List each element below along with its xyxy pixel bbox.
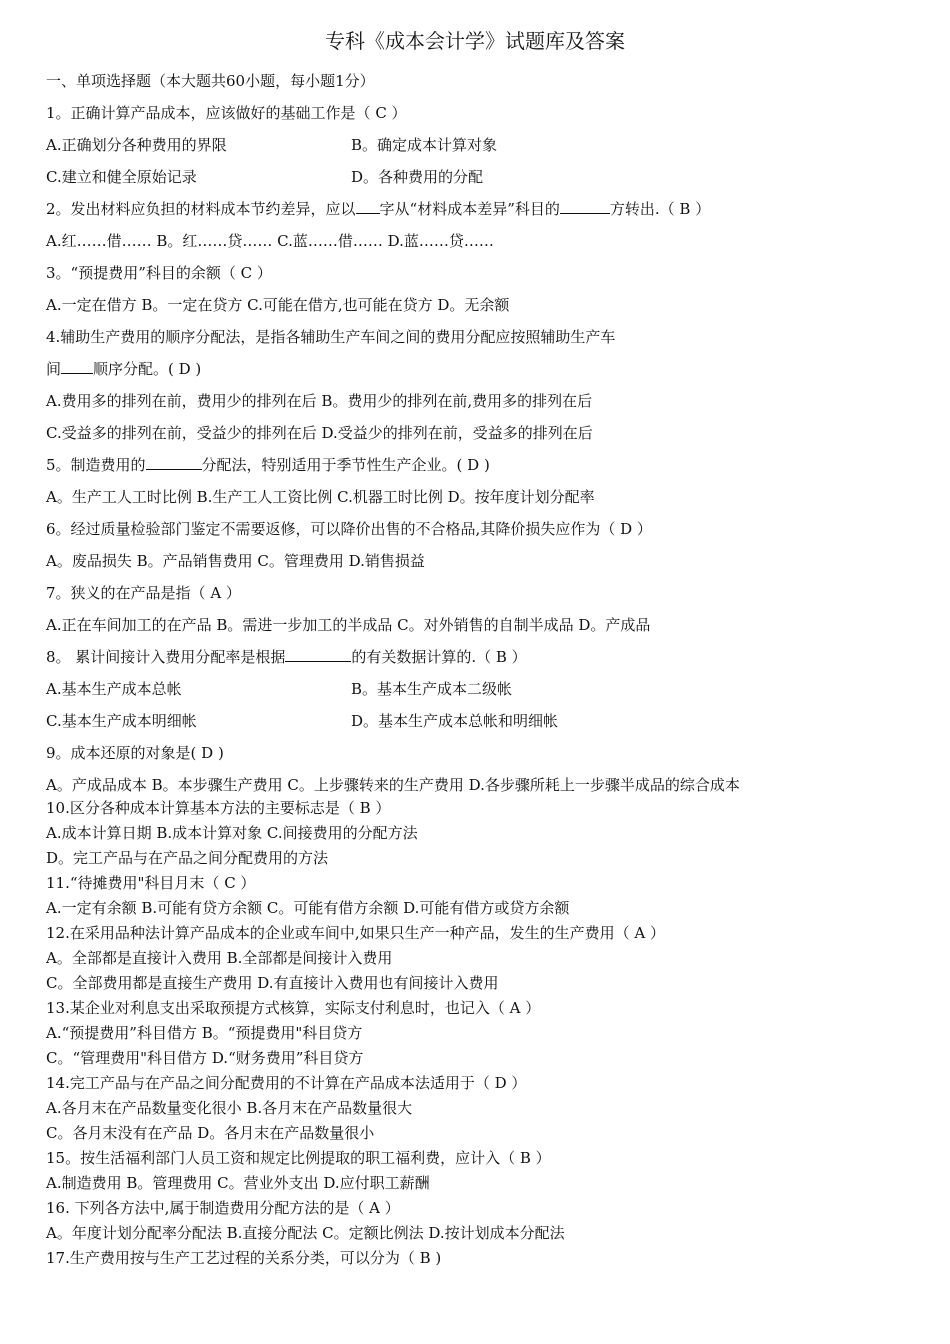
question-4-stem-part-1: 间 (46, 360, 62, 378)
question-1-stem: 1。正确计算产品成本，应该做好的基础工作是（ C ） (46, 104, 407, 122)
question-15-stem: 15。按生活福利部门人员工资和规定比例提取的职工福利费，应计入（ B ） (46, 1149, 551, 1167)
question-8-stem-part-2: 的有关数据计算的.（ B ） (351, 648, 527, 666)
question-9-stem: 9。成本还原的对象是( D ) (46, 744, 224, 762)
question-2-stem-part-1: 2。发出材料应负担的材料成本节约差异，应以 (46, 200, 356, 218)
question-5-stem (46, 454, 490, 476)
question-9-options: A。产成品成本 B。本步骤生产费用 C。上步骤转来的生产费用 D.各步骤所耗上一步骤半成品的综合成本 (46, 776, 740, 794)
question-16-options: A。年度计划分配率分配法 B.直接分配法 C。定额比例法 D.按计划成本分配法 (46, 1224, 565, 1242)
question-12-options-ab: A。全部都是直接计入费用 B.全部都是间接计入费用 (46, 949, 393, 967)
question-3-stem: 3。“预提费用”科目的余额（ C ） (46, 264, 272, 282)
question-11-options: A.一定有余额 B.可能有贷方余额 C。可能有借方余额 D.可能有借方或贷方余额 (46, 899, 570, 917)
section-heading: 一、单项选择题（本大题共60小题，每小题1分） (46, 72, 375, 90)
question-1-option-c: C.建立和健全原始记录 (46, 168, 197, 186)
question-8-option-a: A.基本生产成本总帐 (46, 680, 182, 698)
question-10-options: A.成本计算日期 B.成本计算对象 C.间接费用的分配方法 (46, 824, 418, 842)
question-4-stem-line-1: 4.辅助生产费用的顺序分配法，是指各辅助生产车间之间的费用分配应按照辅助生产车 (46, 328, 616, 346)
question-6-stem: 6。经过质量检验部门鉴定不需要返修，可以降价出售的不合格品,其降价损失应作为（ D ） (46, 520, 652, 538)
question-12-stem: 12.在采用品种法计算产品成本的企业或车间中,如果只生产一种产品，发生的生产费用（ A ） (46, 924, 665, 942)
document-title: 专科《成本会计学》试题库及答案 (325, 29, 625, 53)
question-8-option-c: C.基本生产成本明细帐 (46, 712, 197, 730)
question-6-options: A。废品损失 B。产品销售费用 C。管理费用 D.销售损益 (46, 552, 425, 570)
question-1-option-b: B。确定成本计算对象 (351, 136, 498, 154)
question-5-stem-part-2: 分配法，特别适用于季节性生产企业。( D ) (201, 456, 490, 474)
question-10-stem: 10.区分各种成本计算基本方法的主要标志是（ B ） (46, 799, 391, 817)
blank-line (146, 454, 202, 470)
question-17-stem: 17.生产费用按与生产工艺过程的关系分类，可以分为（ B ) (46, 1249, 442, 1267)
question-4-options-ab: A.费用多的排列在前，费用少的排列在后 B。费用少的排列在前,费用多的排列在后 (46, 392, 593, 410)
question-13-options-ab: A.“预提费用”科目借方 B。“预提费用"科目贷方 (46, 1024, 363, 1042)
question-4-options-cd: C.受益多的排列在前，受益少的排列在后 D.受益少的排列在前，受益多的排列在后 (46, 424, 593, 442)
question-11-stem: 11.“待摊费用"科目月末（ C ） (46, 874, 256, 892)
question-5-stem-part-1: 5。制造费用的 (46, 456, 146, 474)
question-2-stem (46, 198, 710, 220)
question-8-stem (46, 646, 527, 668)
question-8-option-d: D。基本生产成本总帐和明细帐 (351, 712, 559, 730)
blank-line (560, 198, 610, 214)
question-13-stem: 13.某企业对利息支出采取预提方式核算，实际支付利息时，也记入（ A ） (46, 999, 541, 1017)
question-1-option-d: D。各种费用的分配 (351, 168, 484, 186)
blank-line (61, 358, 93, 374)
question-3-options: A.一定在借方 B。一定在贷方 C.可能在借方,也可能在贷方 D。无余额 (46, 296, 510, 314)
question-7-options: A.正在车间加工的在产品 B。需进一步加工的半成品 C。对外销售的自制半成品 D。产成品 (46, 616, 651, 634)
question-8-stem-part-1: 8。 累计间接计入费用分配率是根据 (46, 648, 286, 666)
question-4-stem-line-2 (46, 358, 201, 380)
question-10-option-d: D。完工产品与在产品之间分配费用的方法 (46, 849, 329, 867)
question-13-options-cd: C。“管理费用"科目借方 D.“财务费用”科目贷方 (46, 1049, 364, 1067)
question-1-option-a: A.正确划分各种费用的界限 (46, 136, 227, 154)
blank-line (356, 198, 380, 214)
question-12-options-cd: C。全部费用都是直接生产费用 D.有直接计入费用也有间接计入费用 (46, 974, 499, 992)
question-15-options: A.制造费用 B。管理费用 C。营业外支出 D.应付职工薪酬 (46, 1174, 430, 1192)
question-2-stem-part-2: 字从“材料成本差异”科目的 (379, 200, 560, 218)
question-16-stem: 16. 下列各方法中,属于制造费用分配方法的是（ A ） (46, 1199, 400, 1217)
blank-line (285, 646, 351, 662)
question-8-option-b: B。基本生产成本二级帐 (351, 680, 513, 698)
question-2-options: A.红……借…… B。红……贷…… C.蓝……借…… D.蓝……贷…… (46, 232, 494, 250)
question-14-options-cd: C。各月末没有在产品 D。各月末在产品数量很小 (46, 1124, 375, 1142)
question-5-options: A。生产工人工时比例 B.生产工人工资比例 C.机器工时比例 D。按年度计划分配率 (46, 488, 595, 506)
question-4-stem-part-2: 顺序分配。( D ) (93, 360, 202, 378)
question-2-stem-part-3: 方转出.（ B ） (609, 200, 711, 218)
question-7-stem: 7。狭义的在产品是指（ A ） (46, 584, 241, 602)
question-14-options-ab: A.各月末在产品数量变化很小 B.各月末在产品数量很大 (46, 1099, 413, 1117)
question-14-stem: 14.完工产品与在产品之间分配费用的不计算在产品成本法适用于（ D ） (46, 1074, 527, 1092)
